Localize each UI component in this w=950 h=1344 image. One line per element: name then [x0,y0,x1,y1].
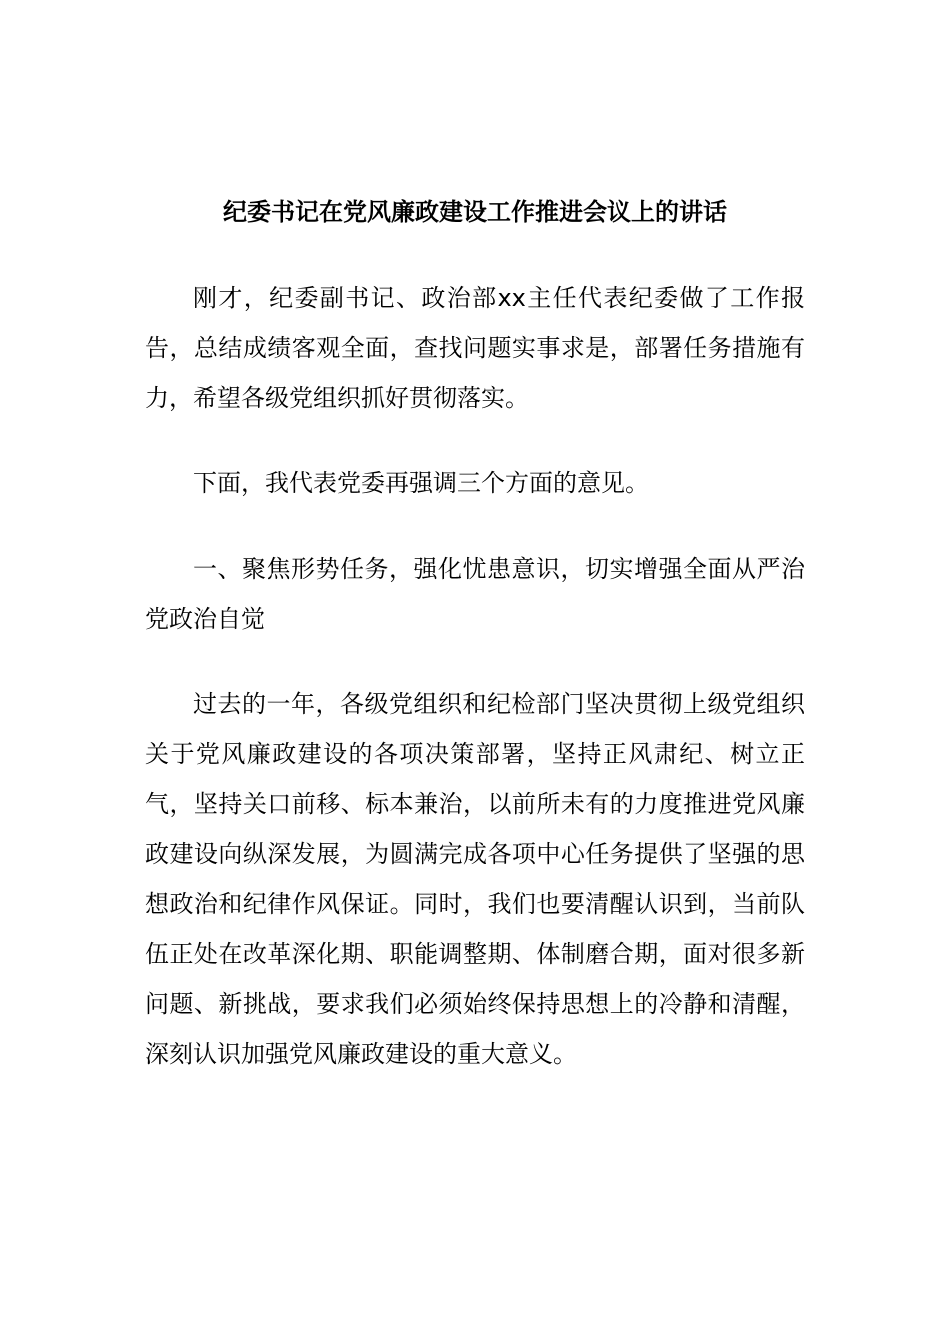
paragraph-opening: 刚才，纪委副书记、政治部xx主任代表纪委做了工作报告，总结成绩客观全面，查找问题实事求是，部署任务措施有力，希望各级党组织抓好贯彻落实。 [145,284,805,412]
paragraph-intro: 下面，我代表党委再强调三个方面的意见。 [193,469,649,497]
paragraph-body: 过去的一年，各级党组织和纪检部门坚决贯彻上级党组织关于党风廉政建设的各项决策部署，坚持正风肃纪、树立正气，坚持关口前移、标本兼治，以前所未有的力度推进党风廉政建设向纵深发展，为圆满完成各项中心任务提供了坚强的思想政治和纪律作风保证。同时，我们也要清醒认识到，当前队伍正处在改革深化期、职能调整期、体制磨合期，面对很多新问题、新挑战，要求我们必须始终保持思想上的冷静和清醒，深刻认识加强党风廉政建设的重大意义。 [145,690,805,1068]
section-heading-1: 一、聚焦形势任务，强化忧患意识，切实增强全面从严治党政治自觉 [145,555,805,633]
document-title: 纪委书记在党风廉政建设工作推进会议上的讲话 [223,198,727,226]
